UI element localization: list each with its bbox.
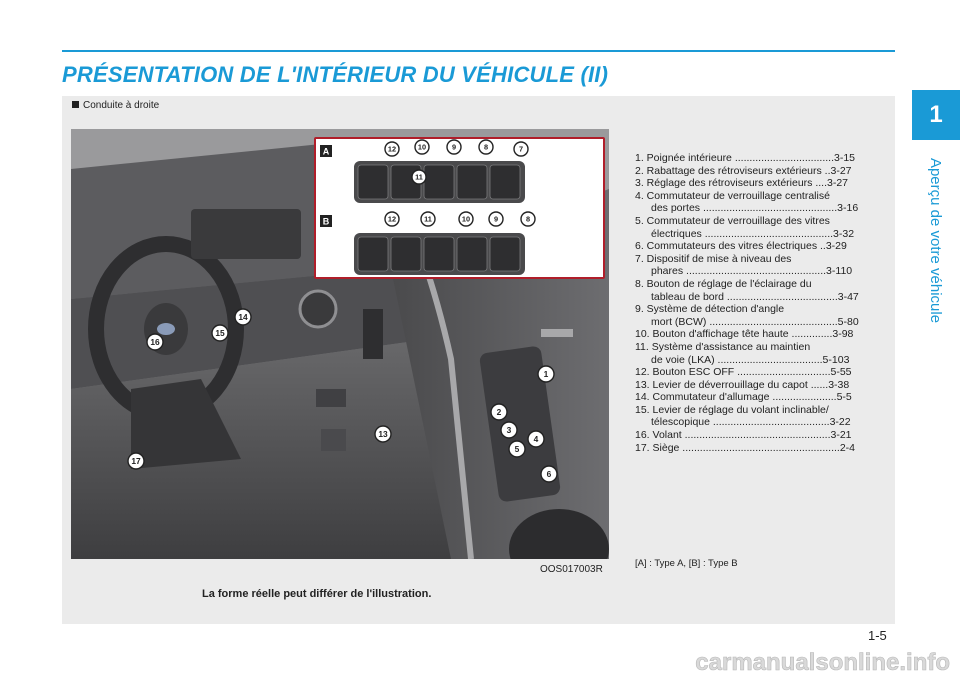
callout-badge [212, 325, 228, 341]
switch-row [354, 161, 525, 203]
type-label-letter: B [322, 216, 330, 227]
switch-key [424, 165, 454, 199]
list-item [635, 429, 890, 442]
callout-badge [528, 431, 544, 447]
callout-badge [128, 453, 144, 469]
list-item-line: 7. Dispositif de mise à niveau des [635, 252, 792, 265]
callout-badge [447, 140, 461, 154]
list-item [635, 278, 890, 303]
watermark-label: carmanualsonline.info [695, 649, 950, 676]
callout-badge [509, 441, 525, 457]
switch-key [358, 237, 388, 271]
switch-key [457, 165, 487, 199]
list-item [635, 404, 890, 429]
switch-row [354, 233, 525, 275]
callout-badge [421, 212, 435, 226]
list-item [635, 253, 890, 278]
callout-number: 9 [493, 214, 499, 224]
callout-number: 3 [506, 425, 512, 436]
callout-number: 16 [150, 337, 160, 348]
callout-number: 4 [533, 434, 539, 445]
list-item-continuation: de voie (LKA) ....................................5-103 [651, 353, 850, 366]
illustration-panel [62, 96, 895, 624]
page-title: PRÉSENTATION DE L'INTÉRIEUR DU VÉHICULE (II) [62, 62, 609, 87]
switch-key [457, 237, 487, 271]
list-item [635, 240, 890, 253]
list-item-line: 6. Commutateurs des vitres électriques ..3-29 [635, 240, 847, 253]
callout-number: 10 [417, 142, 427, 152]
switch-key [424, 237, 454, 271]
callout-badge [415, 140, 429, 154]
list-item [635, 303, 890, 328]
chapter-tab[interactable] [912, 90, 960, 140]
callout-badge [521, 212, 535, 226]
callout-number: 9 [451, 142, 457, 152]
list-item-line: 12. Bouton ESC OFF ................................5-55 [635, 366, 852, 379]
list-item-line: 3. Réglage des rétroviseurs extérieurs ....3-27 [635, 177, 849, 190]
list-item-line: 17. Siège ......................................................2-4 [635, 441, 855, 454]
list-item-line: 11. Système d'assistance au maintien [635, 340, 811, 353]
list-item-line: 5. Commutateur de verrouillage des vitres [635, 214, 830, 227]
callout-number: 2 [496, 407, 502, 418]
list-item-line: 4. Commutateur de verrouillage centralisé [635, 189, 830, 202]
callout-number: 12 [387, 214, 397, 224]
switch-key [490, 165, 520, 199]
callout-badge [235, 309, 251, 325]
list-item-continuation: électriques ............................................3-32 [651, 227, 855, 240]
list-item-line: 10. Bouton d'affichage tête haute ..............3-98 [635, 328, 854, 341]
callout-number: 11 [415, 172, 423, 182]
watermark-text [0, 648, 960, 676]
list-item [635, 215, 890, 240]
list-item-continuation: télescopique ........................................3-22 [651, 416, 851, 429]
callout-number: 1 [543, 369, 549, 380]
list-item-line: 13. Levier de déverrouillage du capot ......3-38 [635, 378, 850, 391]
callout-number: 6 [546, 469, 552, 480]
switch-panel-diagram [316, 139, 603, 277]
list-item-continuation: tableau de bord ......................................3-47 [651, 290, 859, 303]
callout-badge [491, 404, 507, 420]
callout-number: 8 [483, 142, 489, 152]
callout-number: 12 [387, 144, 397, 154]
callout-badge [501, 422, 517, 438]
chapter-title-text: Aperçu de votre véhicule [927, 157, 945, 323]
list-item [635, 190, 890, 215]
chapter-number: 1 [929, 101, 943, 128]
list-item [635, 165, 890, 178]
switch-key [358, 165, 388, 199]
page-number: 1-5 [868, 628, 887, 643]
list-item [635, 177, 890, 190]
callout-badge [541, 466, 557, 482]
list-item [635, 442, 890, 455]
callout-number: 8 [525, 214, 531, 224]
list-item-line: 14. Commutateur d'allumage ......................5-5 [635, 391, 852, 404]
callout-number: 10 [461, 214, 471, 224]
callout-number: 5 [514, 444, 520, 455]
callout-badge [479, 140, 493, 154]
panel-subtitle-text: Conduite à droite [83, 100, 160, 111]
callout-number: 7 [518, 144, 524, 154]
header-rule [62, 50, 895, 52]
callout-badge [514, 142, 528, 156]
list-item-line: 1. Poignée intérieure ..................................3-15 [635, 152, 856, 164]
type-legend-note: [A] : Type A, [B] : Type B [635, 558, 738, 569]
callout-badge [489, 212, 503, 226]
square-bullet-icon [72, 101, 79, 108]
list-item-line: 15. Levier de réglage du volant inclinable/ [635, 403, 829, 416]
list-item-line: 16. Volant ..................................................3-21 [635, 429, 852, 442]
callout-number: 11 [424, 214, 432, 224]
switch-key [391, 237, 421, 271]
list-item [635, 391, 890, 404]
list-item-continuation: des portes ..............................................3-16 [651, 202, 859, 215]
switch-panel-inset [314, 137, 605, 279]
disclaimer: La forme réelle peut différer de l'illustration. [202, 588, 432, 600]
list-item-line: 8. Bouton de réglage de l'éclairage du [635, 277, 812, 290]
callout-number: 14 [238, 312, 248, 323]
figure-code: OOS017003R [540, 564, 603, 575]
type-label-letter: A [322, 146, 330, 157]
list-item [635, 366, 890, 379]
callout-badge [412, 170, 426, 184]
list-item-line: 2. Rabattage des rétroviseurs extérieurs ..3-27 [635, 164, 852, 177]
callout-badge [459, 212, 473, 226]
callout-badge [385, 142, 399, 156]
list-item-continuation: mort (BCW) ............................................5-80 [651, 315, 859, 328]
list-item [635, 379, 890, 392]
callout-badge [538, 366, 554, 382]
callout-number: 13 [378, 429, 388, 440]
callout-number: 17 [131, 456, 141, 467]
watermark [0, 648, 960, 676]
list-item-continuation: phares ................................................3-110 [651, 265, 853, 278]
component-list [635, 152, 890, 454]
list-item [635, 341, 890, 366]
callout-badge [375, 426, 391, 442]
list-item [635, 328, 890, 341]
list-item-line: 9. Système de détection d'angle [635, 303, 785, 316]
callout-badge [147, 334, 163, 350]
switch-key [490, 237, 520, 271]
panel-subtitle [72, 100, 159, 111]
list-item [635, 152, 890, 165]
callout-badge [385, 212, 399, 226]
callout-number: 15 [215, 328, 225, 339]
